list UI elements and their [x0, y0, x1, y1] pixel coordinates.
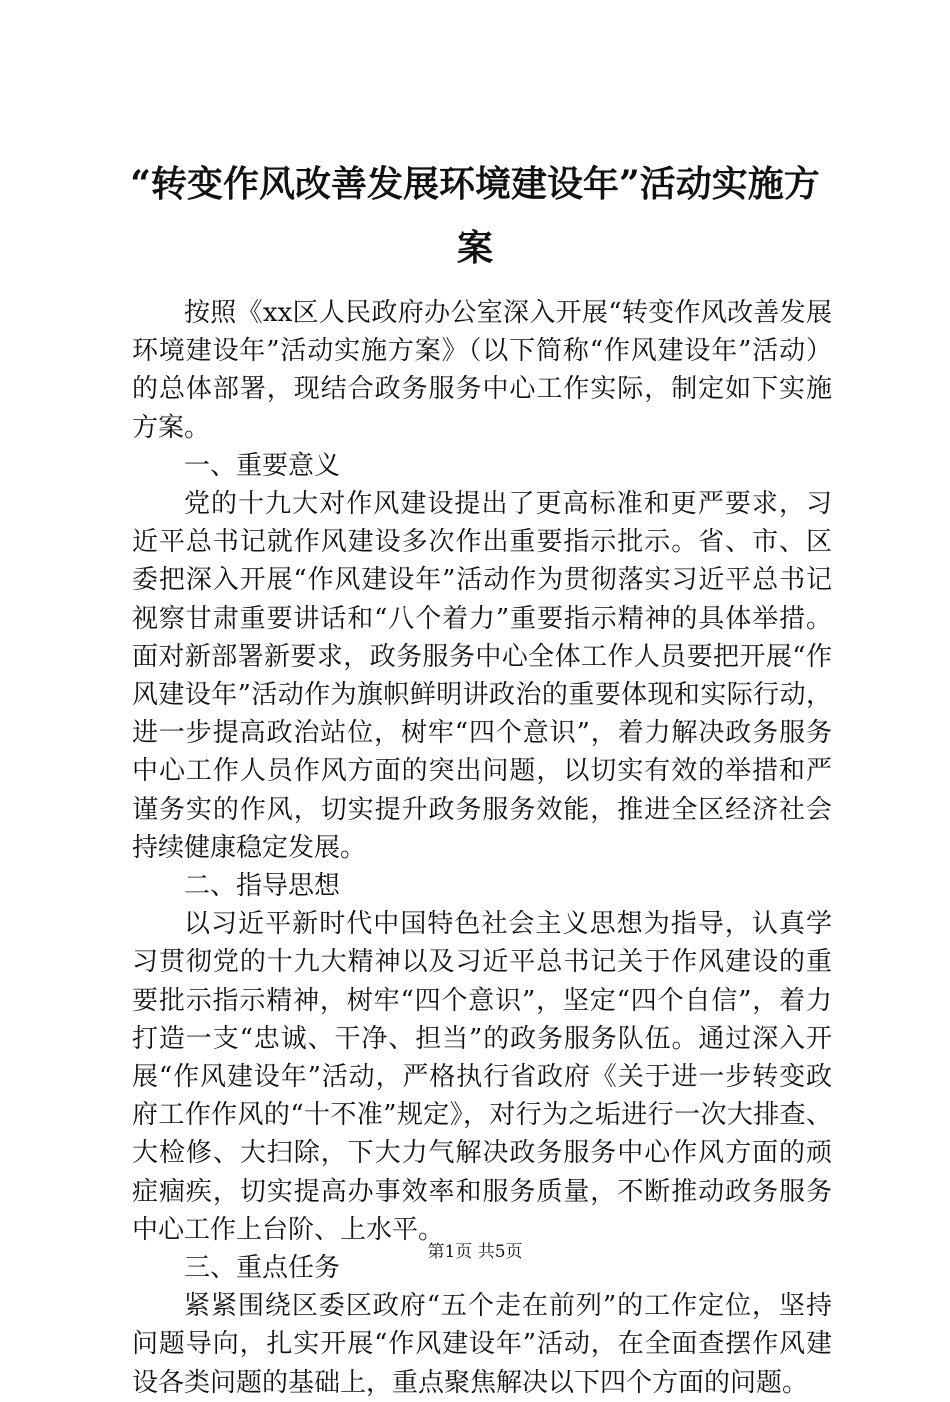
section-heading-significance: 一、重要意义	[184, 450, 341, 481]
section-paragraph-key-tasks: 紧紧围绕区委区政府“五个走在前列”的工作定位，坚持问题导向，扎实开展“作风建设年”活动，在全面查摆作风建设各类问题的基础上，重点聚焦解决以下四个方面的问题。	[132, 1291, 832, 1398]
page-number-footer: 第1页 共5页	[427, 1242, 523, 1262]
section-paragraph-guiding-ideology: 以习近平新时代中国特色社会主义思想为指导，认真学习贯彻党的十九大精神以及习近平总书记关于作风建设的重要批示指示精神，树牢“四个意识”，坚定“四个自信”，着力打造一支“忠诚、干净、担当”的政务服务队伍。通过深入开展“作风建设年”活动，严格执行省政府《关于进一步转变政府工作作风的“十不准”规定》，对行为之垢进行一次大排查、大检修、大扫除，下大力气解决政务服务中心作风方面的顽症痼疾，切实提高办事效率和服务质量，不断推动政务服务中心工作上台阶、上水平。	[132, 909, 832, 1245]
section-heading-guiding-ideology: 二、指导思想	[184, 871, 341, 902]
document-body	[132, 294, 832, 1402]
section-heading-key-tasks: 三、重点任务	[184, 1253, 341, 1284]
document-title: “转变作风改善发展环境建设年”活动实施方案	[130, 163, 820, 269]
section-paragraph-significance: 党的十九大对作风建设提出了更高标准和更严要求，习近平总书记就作风建设多次作出重要指示批示。省、市、区委把深入开展“作风建设年”活动作为贯彻落实习近平总书记视察甘肃重要讲话和“八个着力”重要指示精神的具体举措。面对新部署新要求，政务服务中心全体工作人员要把开展“作风建设年”活动作为旗帜鲜明讲政治的重要体现和实际行动，进一步提高政治站位，树牢“四个意识”，着力解决政务服务中心工作人员作风方面的突出问题，以切实有效的举措和严谨务实的作风，切实提升政务服务效能，推进全区经济社会持续健康稳定发展。	[132, 489, 832, 863]
intro-paragraph: 按照《xx区人民政府办公室深入开展“转变作风改善发展环境建设年”活动实施方案》（以下简称“作风建设年”活动）的总体部署，现结合政务服务中心工作实际，制定如下实施方案。	[132, 298, 832, 443]
